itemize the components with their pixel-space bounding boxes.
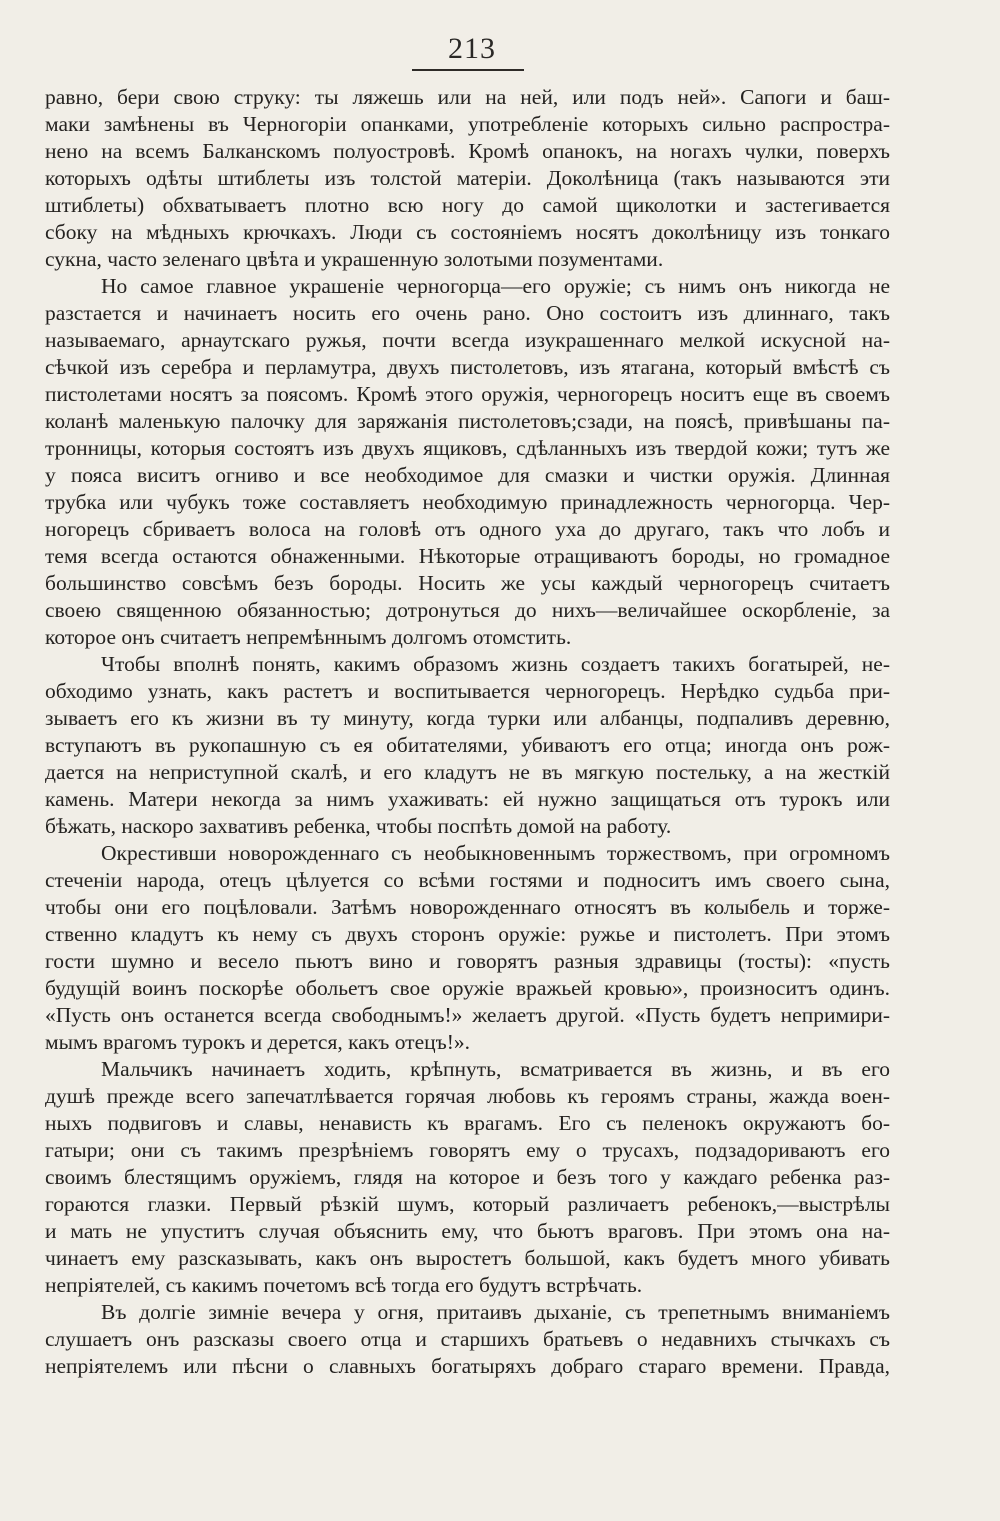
text-line: Въ долгіе зимніе вечера у огня, притаивъ дыханіе, съ трепетнымъ вниманіемъ bbox=[101, 1300, 890, 1324]
text-line: коланѣ маленькую палочку для заряжанія пистолетовъ;сзади, на поясѣ, привѣшаны па- bbox=[45, 409, 890, 433]
text-line: душѣ прежде всего запечатлѣвается горячая любовь къ героямъ страны, жажда воен- bbox=[45, 1084, 890, 1108]
text-line: у пояса виситъ огниво и все необходимое для смазки и чистки оружія. Длинная bbox=[45, 463, 890, 487]
text-line: гатыри; они съ такимъ презрѣніемъ говорятъ ему о трусахъ, подзадориваютъ его bbox=[45, 1138, 890, 1162]
text-line: непріятелей, съ какимъ почетомъ всѣ тогда его будутъ встрѣчать. bbox=[45, 1273, 643, 1297]
text-line: Чтобы вполнѣ понять, какимъ образомъ жизнь создаетъ такихъ богатырей, не- bbox=[101, 652, 890, 676]
text-line: чинаетъ ему разсказывать, какъ онъ выростетъ большой, какъ будетъ много убивать bbox=[45, 1246, 890, 1270]
text-line: нено на всемъ Балканскомъ полуостровѣ. Кромѣ опанокъ, на ногахъ чулки, поверхъ bbox=[45, 139, 890, 163]
text-line: Окрестивши новорожденнаго съ необыкновеннымъ торжествомъ, при огромномъ bbox=[101, 841, 890, 865]
paragraph-3 bbox=[45, 651, 890, 840]
page-number-rule bbox=[412, 69, 524, 71]
text-line: обходимо узнать, какъ растетъ и воспитывается черногорецъ. Нерѣдко судьба при- bbox=[45, 679, 890, 703]
text-line: бѣжать, наскоро захвативъ ребенка, чтобы поспѣть домой на работу. bbox=[45, 814, 672, 838]
text-line: сѣчкой изъ серебра и перламутра, двухъ пистолетовъ, изъ ятагана, который вмѣстѣ съ bbox=[45, 355, 890, 379]
text-line: трубка или чубукъ тоже составляетъ необходимую принадлежность черногорца. Чер- bbox=[45, 490, 890, 514]
text-line: ныхъ подвиговъ и славы, ненависть къ врагамъ. Его съ пеленокъ окружаютъ бо- bbox=[45, 1111, 890, 1135]
text-line: которое онъ считаетъ непремѣннымъ долгомъ отомстить. bbox=[45, 625, 572, 649]
paragraph-2 bbox=[45, 273, 890, 651]
text-line: разстается и начинаетъ носить его очень рано. Оно состоитъ изъ длиннаго, такъ bbox=[45, 301, 890, 325]
text-line: мымъ врагомъ турокъ и дерется, какъ отецъ!». bbox=[45, 1030, 471, 1054]
text-line: будущій воинъ поскорѣе обольетъ свое оружіе вражьей кровью», произноситъ одинъ. bbox=[45, 976, 890, 1000]
text-line: ногорецъ сбриваетъ волоса на головѣ отъ одного уха до другаго, такъ что лобъ и bbox=[45, 517, 890, 541]
text-line: дается на неприступной скалѣ, и его кладутъ не въ мягкую постельку, а на жесткій bbox=[45, 760, 890, 784]
text-line: маки замѣнены въ Черногоріи опанками, употребленіе которыхъ сильно распростра- bbox=[45, 112, 890, 136]
text-line: пистолетами носятъ за поясомъ. Кромѣ этого оружія, черногорецъ носитъ еще въ своемъ bbox=[45, 382, 890, 406]
paragraph-6 bbox=[45, 1299, 890, 1380]
text-line: своимъ блестящимъ оружіемъ, глядя на которое и безъ того у каждаго ребенка раз- bbox=[45, 1165, 890, 1189]
text-line: равно, бери свою струку: ты ляжешь или на ней, или подъ ней». Сапоги и баш- bbox=[45, 85, 890, 109]
paragraph-1 bbox=[45, 84, 890, 273]
text-line: непріятелемъ или пѣсни о славныхъ богатыряхъ добраго стараго времени. Правда, bbox=[45, 1354, 890, 1378]
text-line: большинство совсѣмъ безъ бороды. Носить же усы каждый черногорецъ считаетъ bbox=[45, 571, 890, 595]
text-line: которыхъ одѣты штиблеты изъ толстой матеріи. Доколѣница (такъ называются эти bbox=[45, 166, 890, 190]
text-line: камень. Матери некогда за нимъ ухаживать: ей нужно защищаться отъ турокъ или bbox=[45, 787, 890, 811]
text-line: «Пусть онъ останется всегда свободнымъ!» желаетъ другой. «Пусть будетъ непримири- bbox=[45, 1003, 890, 1027]
paragraph-5 bbox=[45, 1056, 890, 1299]
text-line: сукна, часто зеленаго цвѣта и украшенную золотыми позументами. bbox=[45, 247, 664, 271]
page-number: 213 bbox=[448, 32, 496, 65]
text-line: ственно кладутъ къ нему съ двухъ сторонъ оружіе: ружье и пистолетъ. При этомъ bbox=[45, 922, 890, 946]
text-line: называемаго, арнаутскаго ружья, почти всегда изукрашеннаго мелкой искусной на- bbox=[45, 328, 890, 352]
text-line: и мать не упуститъ случая объяснить ему, что бьютъ враговъ. При этомъ она на- bbox=[45, 1219, 890, 1243]
text-line: Мальчикъ начинаетъ ходить, крѣпнуть, всматривается въ жизнь, и въ его bbox=[101, 1057, 890, 1081]
text-line: сбоку на мѣдныхъ крючкахъ. Люди съ состояніемъ носятъ доколѣницу изъ тонкаго bbox=[45, 220, 890, 244]
paragraph-4 bbox=[45, 840, 890, 1056]
text-line: штиблеты) обхватываетъ плотно всю ногу до самой щиколотки и застегивается bbox=[45, 193, 890, 217]
text-line: стеченіи народа, отецъ цѣлуется со всѣми гостями и подноситъ имъ своего сына, bbox=[45, 868, 890, 892]
text-line: Но самое главное украшеніе черногорца—его оружіе; съ нимъ онъ никогда не bbox=[101, 274, 890, 298]
text-line: чтобы они его поцѣловали. Затѣмъ новорожденнаго относятъ въ колыбель и торже- bbox=[45, 895, 890, 919]
text-line: зываетъ его къ жизни въ ту минуту, когда турки или албанцы, подпаливъ деревню, bbox=[45, 706, 890, 730]
text-line: своею священною обязанностью; дотронуться до нихъ—величайшее оскорбленіе, за bbox=[45, 598, 890, 622]
text-line: гораются глазки. Первый рѣзкій шумъ, который различаетъ ребенокъ,—выстрѣлы bbox=[45, 1192, 890, 1216]
text-line: тронницы, которыя состоятъ изъ двухъ ящиковъ, сдѣланныхъ изъ твердой кожи; тутъ же bbox=[45, 436, 890, 460]
text-line: гости шумно и весело пьютъ вино и говорятъ разныя здравицы (тосты): «пусть bbox=[45, 949, 890, 973]
text-line: слушаетъ онъ разсказы своего отца и старшихъ братьевъ о недавнихъ стычкахъ съ bbox=[45, 1327, 890, 1351]
text-line: темя всегда остаются обнаженными. Нѣкоторые отращиваютъ бороды, но громадное bbox=[45, 544, 890, 568]
text-line: вступаютъ въ рукопашную съ ея обитателями, убиваютъ его отца; иногда онъ рож- bbox=[45, 733, 890, 757]
body-text bbox=[45, 84, 890, 1380]
